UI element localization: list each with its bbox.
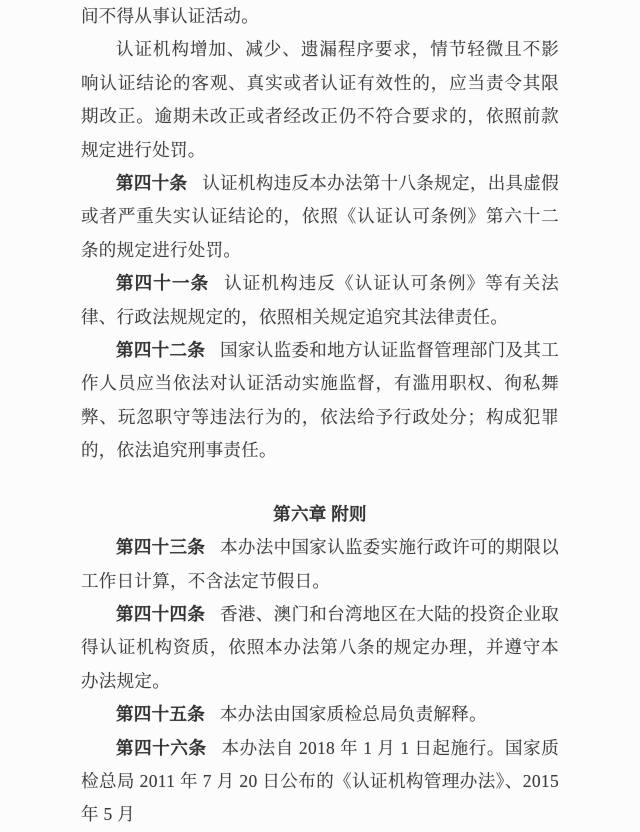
article-paragraph xyxy=(81,167,559,267)
article-number: 第四十五条 xyxy=(116,704,205,725)
article-paragraph xyxy=(81,267,559,334)
article-number: 第四十一条 xyxy=(116,273,210,294)
article-paragraph xyxy=(81,598,559,698)
chapter-heading: 第六章 附则 xyxy=(273,503,367,524)
article-number: 第四十条 xyxy=(116,173,188,194)
article-paragraph xyxy=(81,531,559,598)
article-number: 第四十六条 xyxy=(116,737,207,758)
body-paragraph xyxy=(81,0,559,33)
article-paragraph xyxy=(81,698,559,731)
paragraph-text: 香港、澳门和台湾地区在大陆的投资企业取得认证机构资质，依照本办法第八条的规定办理，并遵守本办法规定。 xyxy=(81,603,559,691)
paragraph-text: 间不得从事认证活动。 xyxy=(81,6,259,26)
article-paragraph xyxy=(81,334,559,468)
paragraph-text: 认证机构违反本办法第十八条规定，出具虚假或者严重失实认证结论的，依照《认证认可条例》第六十二条的规定进行处罚。 xyxy=(81,173,560,260)
paragraph-text: 本办法由国家质检总局负责解释。 xyxy=(219,704,487,725)
article-paragraph xyxy=(81,732,559,832)
document-body xyxy=(81,0,559,832)
paragraph-text: 本办法自 2018 年 1 月 1 日起施行。国家质检总局 2011 年 7 月 20 日公布的《认证机构管理办法》、2015 年 5 月 xyxy=(81,737,559,825)
article-number: 第四十二条 xyxy=(116,340,206,361)
paragraph-text: 认证机构违反《认证认可条例》等有关法律、行政法规规定的，依照相关规定追究其法律责任。 xyxy=(81,273,560,327)
article-number: 第四十四条 xyxy=(116,603,206,624)
paragraph-text: 认证机构增加、减少、遗漏程序要求，情节轻微且不影响认证结论的客观、真实或者认证有效性的，应当责令其限期改正。逾期未改正或者经改正仍不符合要求的，依照前款规定进行处罚。 xyxy=(81,39,559,160)
paragraph-text: 国家认监委和地方认证监督管理部门及其工作人员应当依法对认证活动实施监督，有滥用职权、徇私舞弊、玩忽职守等违法行为的，依法给予行政处分；构成犯罪的，依法追究刑事责任。 xyxy=(81,340,559,461)
body-paragraph xyxy=(81,33,559,167)
article-number: 第四十三条 xyxy=(116,537,206,558)
paragraph-text: 本办法中国家认监委实施行政许可的期限以工作日计算，不含法定节假日。 xyxy=(81,537,559,591)
